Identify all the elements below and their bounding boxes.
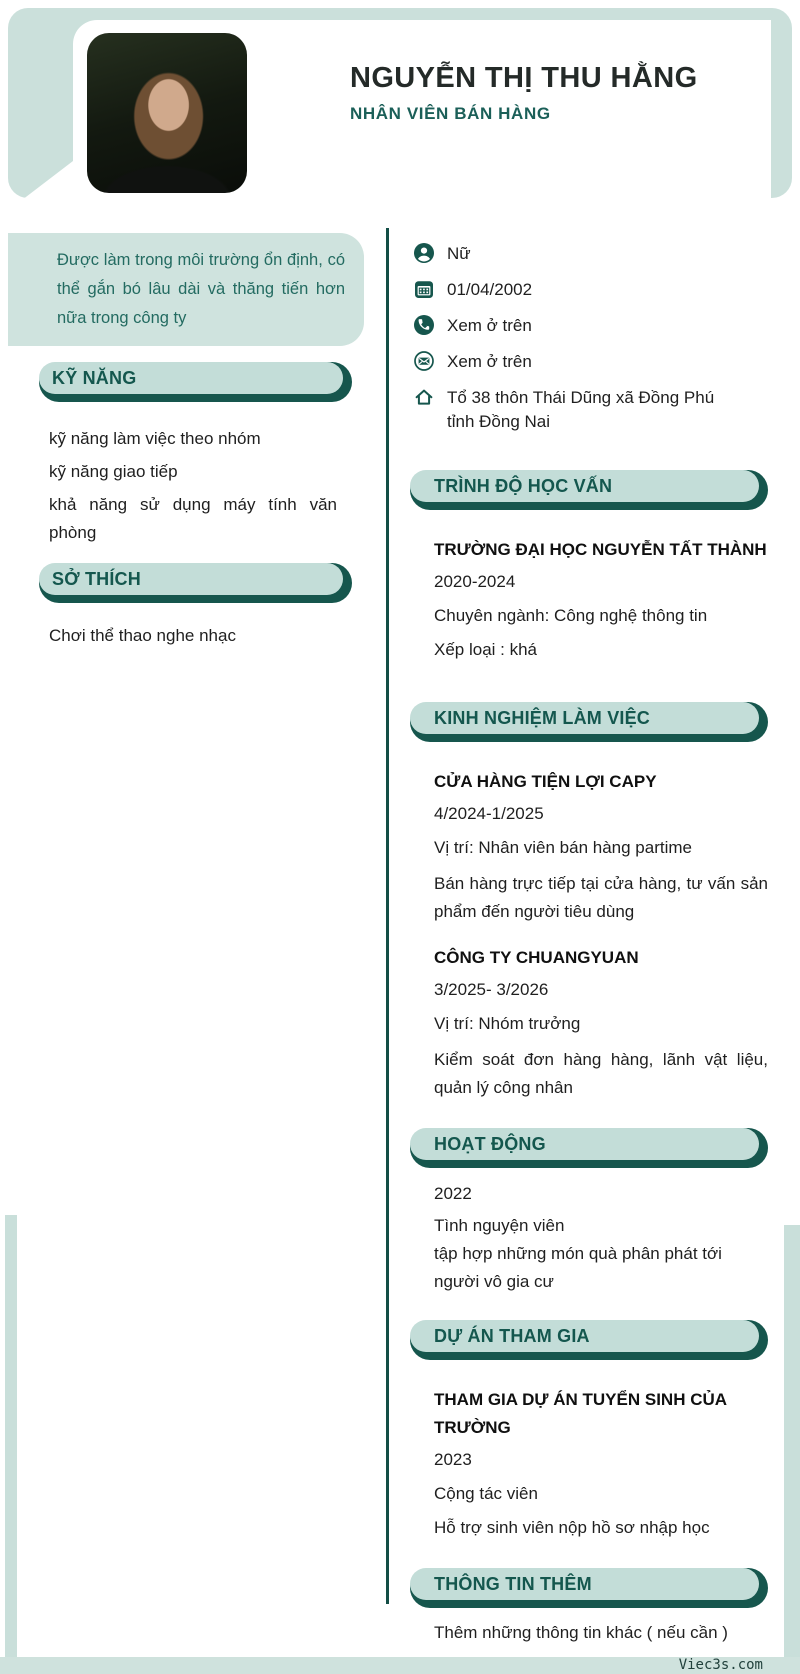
contact-row-phone: [414, 314, 768, 338]
skills-list: [49, 425, 337, 547]
activity-description: tập hợp những món quà phân phát tới người vô gia cư: [434, 1244, 722, 1291]
home-icon: [414, 387, 434, 407]
section-additional: [410, 1568, 768, 1645]
experience-job: [434, 768, 768, 926]
right-accent-bar: [784, 1225, 800, 1657]
project-role: Cộng tác viên: [434, 1484, 538, 1503]
left-column: [0, 200, 387, 650]
additional-note: Thêm những thông tin khác ( nếu cần ): [434, 1623, 728, 1642]
activities-heading-pill: [410, 1128, 768, 1168]
skill-item: kỹ năng làm việc theo nhóm: [49, 429, 261, 448]
activities-heading: HOẠT ĐỘNG: [410, 1128, 759, 1160]
contact-email: Xem ở trên: [447, 352, 532, 371]
contact-address: Tổ 38 thôn Thái Dũng xã Đồng Phú tỉnh Đồng Nai: [447, 388, 715, 431]
calendar-icon: [414, 279, 434, 299]
phone-icon: [414, 315, 434, 335]
job-period: 4/2024-1/2025: [434, 804, 544, 823]
additional-heading: THÔNG TIN THÊM: [410, 1568, 759, 1600]
project-description: Hỗ trợ sinh viên nộp hồ sơ nhập học: [434, 1518, 710, 1537]
projects-heading-pill: [410, 1320, 768, 1360]
contact-row-gender: [414, 242, 768, 266]
profile-photo: [87, 33, 247, 193]
education-period: 2020-2024: [434, 572, 516, 591]
cv-header: [0, 0, 800, 200]
contact-gender: Nữ: [447, 244, 471, 263]
hobby-text: Chơi thể thao nghe nhạc: [49, 626, 236, 645]
education-body: [434, 536, 768, 662]
mail-icon: [414, 351, 434, 371]
job-position: Vị trí: Nhân viên bán hàng partime: [434, 838, 692, 857]
header-name-block: [350, 60, 698, 124]
skills-heading-pill: [39, 362, 352, 402]
section-activities: [410, 1128, 768, 1296]
projects-heading: DỰ ÁN THAM GIA: [410, 1320, 759, 1352]
section-education: [410, 470, 768, 662]
column-divider: [386, 228, 389, 1604]
job-period: 3/2025- 3/2026: [434, 980, 549, 999]
contact-dob: 01/04/2002: [447, 280, 533, 299]
person-icon: [414, 243, 434, 263]
education-school: TRƯỜNG ĐẠI HỌC NGUYỄN TẤT THÀNH: [434, 540, 767, 559]
job-description: Bán hàng trực tiếp tại cửa hàng, tư vấn sản phẩm đến người tiêu dùng: [434, 874, 768, 921]
contact-row-email: [414, 350, 768, 374]
activity-role: Tình nguyện viên: [434, 1216, 565, 1235]
section-experience: [410, 702, 768, 1102]
education-heading-pill: [410, 470, 768, 510]
footer-strip: [0, 1657, 800, 1674]
left-accent-bar: [5, 1215, 17, 1657]
activities-body: [434, 1182, 768, 1296]
job-position: Vị trí: Nhóm trưởng: [434, 1014, 581, 1033]
contact-list: [410, 242, 768, 434]
candidate-job-title: NHÂN VIÊN BÁN HÀNG: [350, 104, 551, 124]
skills-heading: KỸ NĂNG: [39, 362, 343, 394]
skill-item: khả năng sử dụng máy tính văn phòng: [49, 495, 337, 542]
activity-year: 2022: [434, 1184, 472, 1203]
projects-body: [434, 1386, 768, 1540]
experience-job: [434, 944, 768, 1102]
watermark: Viec3s.com: [678, 1657, 763, 1673]
contact-phone: Xem ở trên: [447, 316, 532, 335]
education-grade: Xếp loại : khá: [434, 640, 538, 659]
job-description: Kiểm soát đơn hàng hàng, lãnh vật liệu, quản lý công nhân: [434, 1050, 768, 1097]
project-name: THAM GIA DỰ ÁN TUYỂN SINH CỦA TRƯỜNG: [434, 1390, 727, 1437]
additional-body: [434, 1621, 768, 1645]
experience-heading-pill: [410, 702, 768, 742]
hobbies-heading-pill: [39, 563, 352, 603]
job-company: CỬA HÀNG TIỆN LỢI CAPY: [434, 772, 657, 791]
experience-body: [434, 768, 768, 1102]
body-columns: [0, 200, 800, 1655]
experience-heading: KINH NGHIỆM LÀM VIỆC: [410, 702, 759, 734]
education-heading: TRÌNH ĐỘ HỌC VẤN: [410, 470, 759, 502]
job-company: CÔNG TY CHUANGYUAN: [434, 948, 639, 967]
right-column: [387, 200, 800, 1655]
project-year: 2023: [434, 1450, 472, 1469]
candidate-name: NGUYỄN THỊ THU HẰNG: [350, 62, 698, 94]
skill-item: kỹ năng giao tiếp: [49, 462, 178, 481]
hobbies-heading: SỞ THÍCH: [39, 563, 343, 595]
education-major: Chuyên ngành: Công nghệ thông tin: [434, 606, 708, 625]
section-projects: [410, 1320, 768, 1540]
contact-row-dob: [414, 278, 768, 302]
contact-row-address: [414, 386, 768, 434]
objective-box: Được làm trong môi trường ổn định, có thể gắn bó lâu dài và thăng tiến hơn nữa trong công ty: [8, 233, 364, 346]
additional-heading-pill: [410, 1568, 768, 1608]
